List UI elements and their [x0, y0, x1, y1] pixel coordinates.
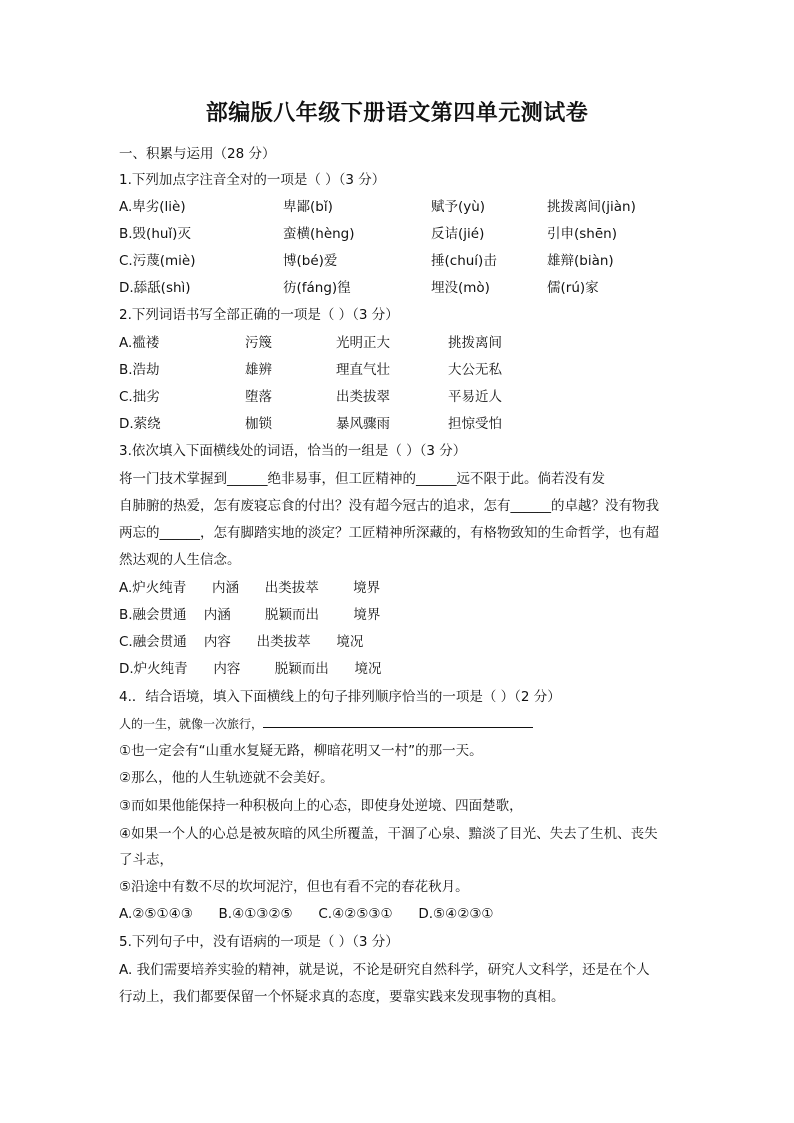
q2-a-1: A.褴褛	[119, 335, 160, 351]
q1-a-1: A.卑劣(liè)	[119, 199, 186, 215]
q4-item-5: ⑤沿途中有数不尽的坎坷泥泞，但也有看不完的春花秋月。	[119, 879, 469, 895]
q4-item-4: ④如果一个人的心总是被灰暗的风尘所覆盖，干涸了心泉、黯淡了目光、失去了生机、丧失	[119, 826, 658, 842]
q3-para-line-4: 然达观的人生信念。	[119, 552, 241, 568]
q2-d-4: 担惊受怕	[448, 416, 502, 432]
q1-d-2: 彷(fáng)徨	[283, 280, 351, 296]
q2-a-2: 污篾	[245, 335, 272, 351]
q3-para-line-1: 将一门技术掌握到______绝非易事，但工匠精神的______远不限于此。倘若没有发	[119, 471, 605, 487]
q2-b-4: 大公无私	[448, 362, 502, 378]
q2-a-4: 挑拨离间	[448, 335, 502, 351]
page-title: 部编版八年级下册语文第四单元测试卷	[205, 101, 589, 126]
q4-item-4-cont: 了斗志，	[119, 852, 173, 868]
q4-item-2: ②那么，他的人生轨迹就不会美好。	[119, 770, 334, 786]
q5-option-a-line-2: 行动上，我们都要保留一个怀疑求真的态度，要靠实践来发现事物的真相。	[119, 989, 565, 1005]
q1-c-1: C.污蔑(miè)	[119, 253, 196, 269]
q2-d-2: 枷锁	[245, 416, 272, 432]
q1-b-4: 引申(shēn)	[547, 226, 617, 242]
q2-c-1: C.拙劣	[119, 389, 160, 405]
q2-c-3: 出类拔翠	[336, 389, 390, 405]
question-1-stem: 1.下列加点字注音全对的一项是（ ）（3 分）	[119, 172, 386, 188]
question-4-stem: 4.．结合语境，填入下面横线上的句子排列顺序恰当的一项是（ ）（2 分）	[119, 689, 561, 705]
q3-option-c: C.融会贯通 内容 出类拔萃 境况	[119, 634, 364, 650]
q1-b-1: B.毁(huǐ)灭	[119, 226, 191, 242]
q2-c-2: 堕落	[245, 389, 272, 405]
q1-b-2: 蛮横(hèng)	[283, 226, 355, 242]
q2-a-3: 光明正大	[336, 335, 390, 351]
q1-b-3: 反诘(jié)	[431, 226, 485, 242]
q1-a-2: 卑鄙(bǐ)	[283, 199, 333, 215]
q1-d-4: 儒(rú)家	[547, 280, 599, 296]
q2-c-4: 平易近人	[448, 389, 502, 405]
q3-para-line-3: 两忘的______，怎有脚踏实地的淡定？工匠精神所深藏的，有格物致知的生命哲学，也有超	[119, 525, 659, 541]
q1-d-3: 埋没(mò)	[431, 280, 490, 296]
q3-para-line-2: 自肺腑的热爱，怎有废寝忘食的付出？没有超今冠古的追求，怎有______的卓越？没有物我	[119, 498, 659, 514]
q3-option-d: D.炉火纯青 内容 脱颖而出 境况	[119, 661, 382, 677]
q5-option-a-line-1: A. 我们需要培养实验的精神，就是说，不论是研究自然科学，研究人文科学，还是在个人	[119, 962, 650, 978]
q1-a-4: 挑拨离间(jiàn)	[547, 199, 636, 215]
q1-c-3: 捶(chuí)击	[431, 253, 497, 269]
q2-b-3: 理直气壮	[336, 362, 390, 378]
q1-d-1: D.舔舐(shì)	[119, 280, 191, 296]
q4-options: A.②⑤①④③ B.④①③②⑤ C.④②⑤③① D.⑤④②③①	[119, 906, 494, 922]
q2-b-2: 雄辨	[245, 362, 272, 378]
q4-lead-text: 人的一生，就像一次旅行，	[119, 717, 264, 731]
q1-c-4: 雄辩(biàn)	[547, 253, 614, 269]
q4-item-1: ①也一定会有“山重水复疑无路，柳暗花明又一村”的那一天。	[119, 743, 483, 759]
q4-answer-blank	[263, 715, 533, 728]
question-5-stem: 5.下列句子中，没有语病的一项是（ ）（3 分）	[119, 934, 399, 950]
section-heading: 一、积累与运用（28 分）	[119, 146, 276, 162]
q1-a-3: 赋予(yù)	[431, 199, 486, 215]
q4-lead-line	[119, 715, 533, 733]
q3-option-a: A.炉火纯青 内涵 出类拔萃 境界	[119, 580, 381, 596]
q2-b-1: B.浩劫	[119, 362, 160, 378]
q2-d-1: D.萦绕	[119, 416, 161, 432]
q1-c-2: 博(bé)爱	[283, 253, 338, 269]
q2-d-3: 暴风骤雨	[336, 416, 390, 432]
q3-option-b: B.融会贯通 内涵 脱颖而出 境界	[119, 607, 381, 623]
question-3-stem: 3.依次填入下面横线处的词语，恰当的一组是（ ）（3 分）	[119, 443, 467, 459]
question-2-stem: 2.下列词语书写全部正确的一项是（ ）（3 分）	[119, 307, 399, 323]
q4-item-3: ③而如果他能保持一种积极向上的心态，即使身处逆境、四面楚歌，	[119, 798, 523, 814]
